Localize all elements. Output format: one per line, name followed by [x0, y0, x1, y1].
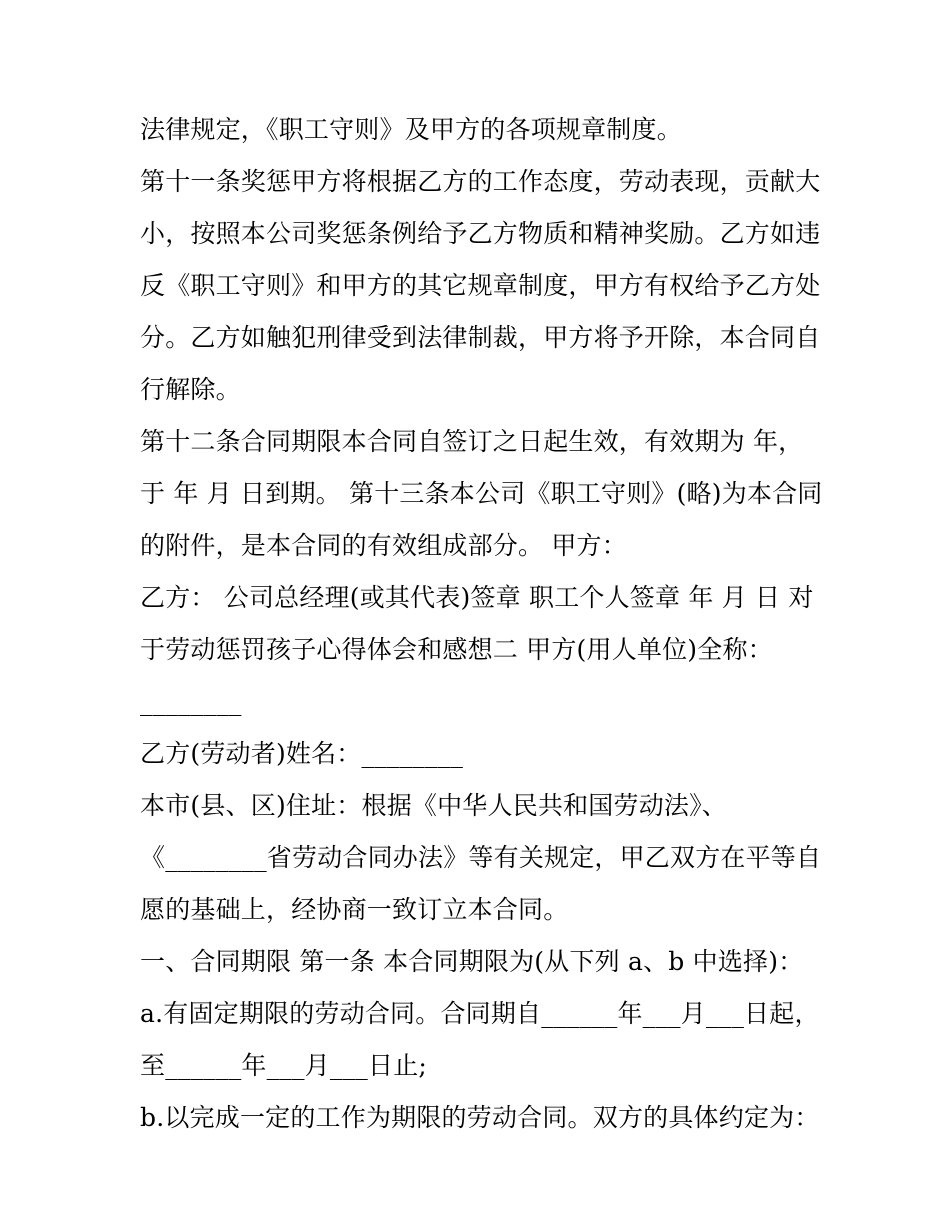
- text-line: 至______年___月___日止;: [140, 1051, 428, 1080]
- text-line: 小，按照本公司奖惩条例给予乙方物质和精神奖励。乙方如违: [140, 219, 821, 248]
- text-line: 第十一条奖惩甲方将根据乙方的工作态度，劳动表现，贡献大: [140, 167, 821, 196]
- text-line: 的附件，是本合同的有效组成部分。 甲方：: [140, 531, 627, 560]
- text-line: 愿的基础上，经协商一致订立本合同。: [140, 895, 569, 924]
- text-line: 于劳动惩罚孩子心得体会和感想二 甲方(用人单位)全称：: [140, 635, 773, 664]
- text-line: 第十二条合同期限本合同自签订之日起生效，有效期为 年，: [140, 427, 804, 456]
- document-body: [140, 104, 823, 1144]
- text-line: 法律规定，《职工守则》及甲方的各项规章制度。: [140, 115, 682, 144]
- signature-blank-line: ________: [140, 687, 242, 716]
- text-line: 乙方(劳动者)姓名：________: [140, 739, 464, 768]
- text-line: 于 年 月 日到期。 第十三条本公司《职工守则》(略)为本合同: [140, 479, 823, 508]
- text-line: 乙方： 公司总经理(或其代表)签章 职工个人签章 年 月 日 对: [140, 583, 814, 612]
- text-line: 一、合同期限 第一条 本合同期限为(从下列 a、b 中选择)：: [140, 947, 804, 976]
- text-line: a.有固定期限的劳动合同。合同期自______年___月___日起，: [140, 999, 820, 1028]
- text-line: b.以完成一定的工作为期限的劳动合同。双方的具体约定为：: [140, 1103, 820, 1132]
- text-line: 本市(县、区)住址：根据《中华人民共和国劳动法》、: [140, 791, 728, 820]
- text-line: 行解除。: [140, 375, 241, 404]
- text-line: 反《职工守则》和甲方的其它规章制度，甲方有权给予乙方处: [140, 271, 821, 300]
- text-line: 《________省劳动合同办法》等有关规定，甲乙双方在平等自: [140, 843, 822, 872]
- text-line: 分。乙方如触犯刑律受到法律制裁，甲方将予开除，本合同自: [140, 323, 821, 352]
